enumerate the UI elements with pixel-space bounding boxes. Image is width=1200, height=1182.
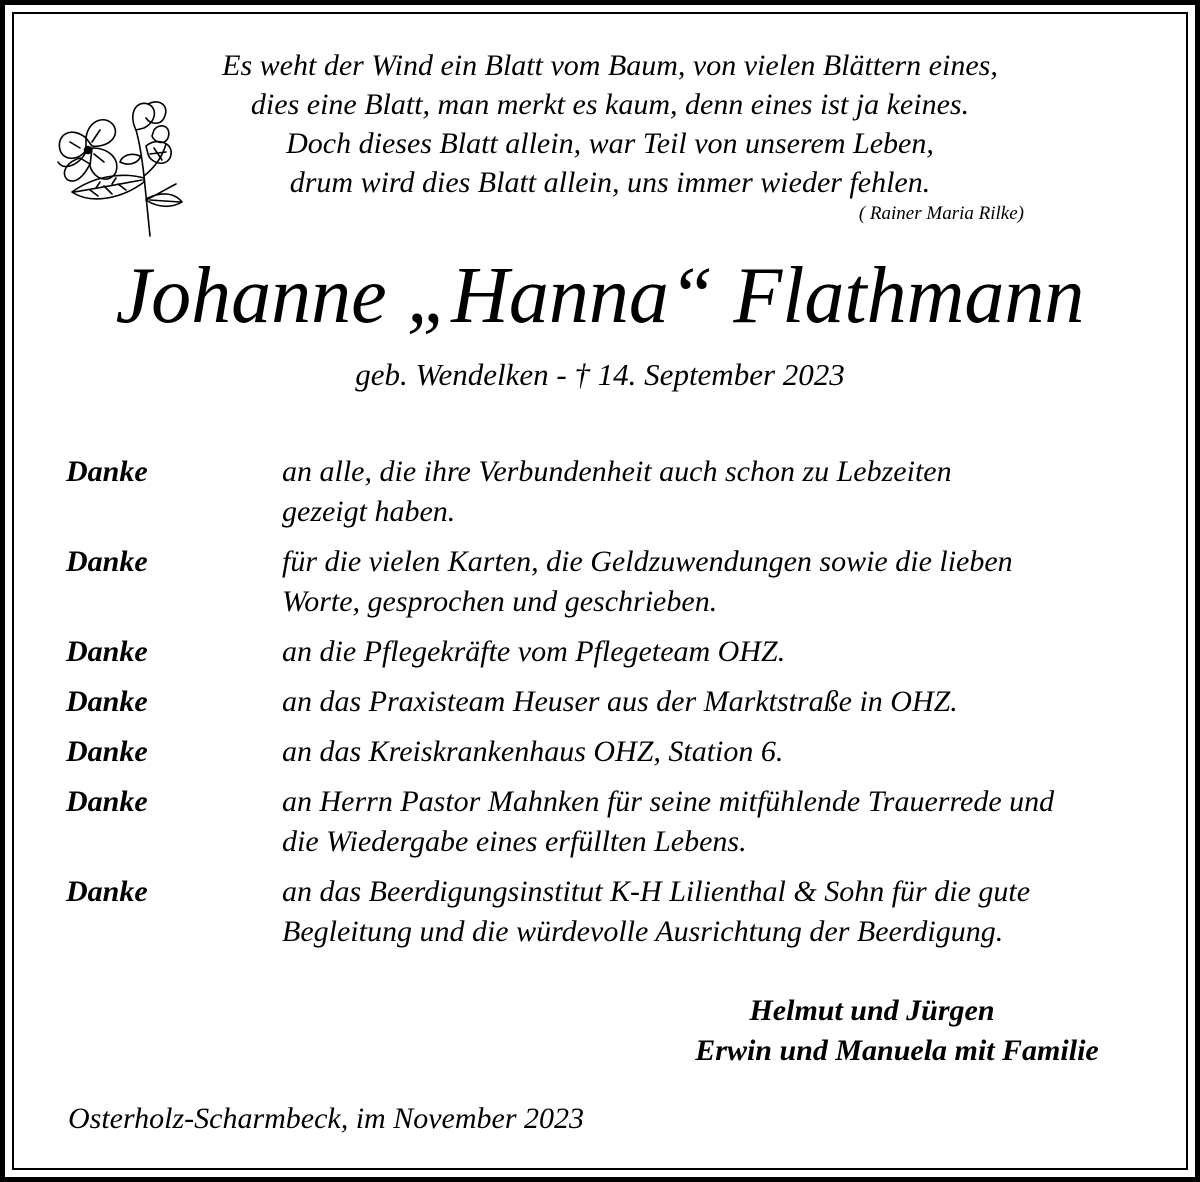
signature-line: Erwin und Manuela mit Familie [695, 1034, 1099, 1067]
thanks-line: an alle, die ihre Verbundenheit auch schon zu Lebzeiten [282, 455, 952, 488]
thanks-entry [66, 872, 1146, 952]
deceased-name: Johanne „Hanna“ Flathmann [115, 252, 1085, 340]
thanks-entry [66, 732, 1146, 772]
thanks-word: Danke [66, 785, 148, 818]
thanks-line: gezeigt haben. [282, 495, 456, 528]
thanks-text [282, 872, 1030, 952]
thanks-entry [66, 682, 1146, 722]
thanks-line: für die vielen Karten, die Geldzuwendungen sowie die lieben [282, 545, 1013, 578]
poem-line: Es weht der Wind ein Blatt vom Baum, von vielen Blättern eines, [222, 49, 998, 82]
thanks-entry [66, 542, 1146, 622]
thanks-word: Danke [66, 685, 148, 718]
signature [580, 991, 1164, 1071]
thanks-line: die Wiedergabe eines erfüllten Lebens. [282, 825, 747, 858]
poem-attribution: ( Rainer Maria Rilke) [858, 203, 1024, 224]
thanks-entry [66, 632, 1146, 672]
thanks-entry [66, 782, 1146, 862]
thanks-word: Danke [66, 875, 148, 908]
place-date: Osterholz-Scharmbeck, im November 2023 [68, 1102, 585, 1135]
thanks-line: Begleitung und die würdevolle Ausrichtung der Beerdigung. [282, 915, 1004, 948]
poem-line: dies eine Blatt, man merkt es kaum, denn eines ist ja keines. [250, 88, 970, 121]
thanks-text [282, 682, 958, 722]
thanks-text [282, 452, 952, 532]
thanks-word: Danke [66, 635, 148, 668]
thanks-text [282, 732, 783, 772]
thanks-line: an das Kreiskrankenhaus OHZ, Station 6. [282, 735, 784, 768]
thanks-line: an das Beerdigungsinstitut K-H Lilienthal & Sohn für die gute [282, 875, 1031, 908]
poem-line: Doch dieses Blatt allein, war Teil von unserem Leben, [286, 127, 934, 160]
signature-line: Helmut und Jürgen [749, 994, 995, 1027]
thanks-word: Danke [66, 545, 148, 578]
deceased-details: geb. Wendelken - † 14. September 2023 [355, 357, 845, 392]
thanks-line: an Herrn Pastor Mahnken für seine mitfühlende Trauerrede und [282, 785, 1055, 818]
thanks-word: Danke [66, 455, 148, 488]
thanks-entry [66, 452, 1146, 532]
thanks-line: an das Praxisteam Heuser aus der Marktstraße in OHZ. [282, 685, 958, 718]
poem [160, 46, 1060, 202]
thanks-text [282, 782, 1054, 862]
thanks-word: Danke [66, 735, 148, 768]
thanks-text [282, 632, 785, 672]
thanks-list [66, 452, 1146, 962]
thanks-line: an die Pflegekräfte vom Pflegeteam OHZ. [282, 635, 786, 668]
thanks-text [282, 542, 1013, 622]
poem-line: drum wird dies Blatt allein, uns immer wieder fehlen. [289, 166, 931, 199]
thanks-line: Worte, gesprochen und geschrieben. [282, 585, 718, 618]
